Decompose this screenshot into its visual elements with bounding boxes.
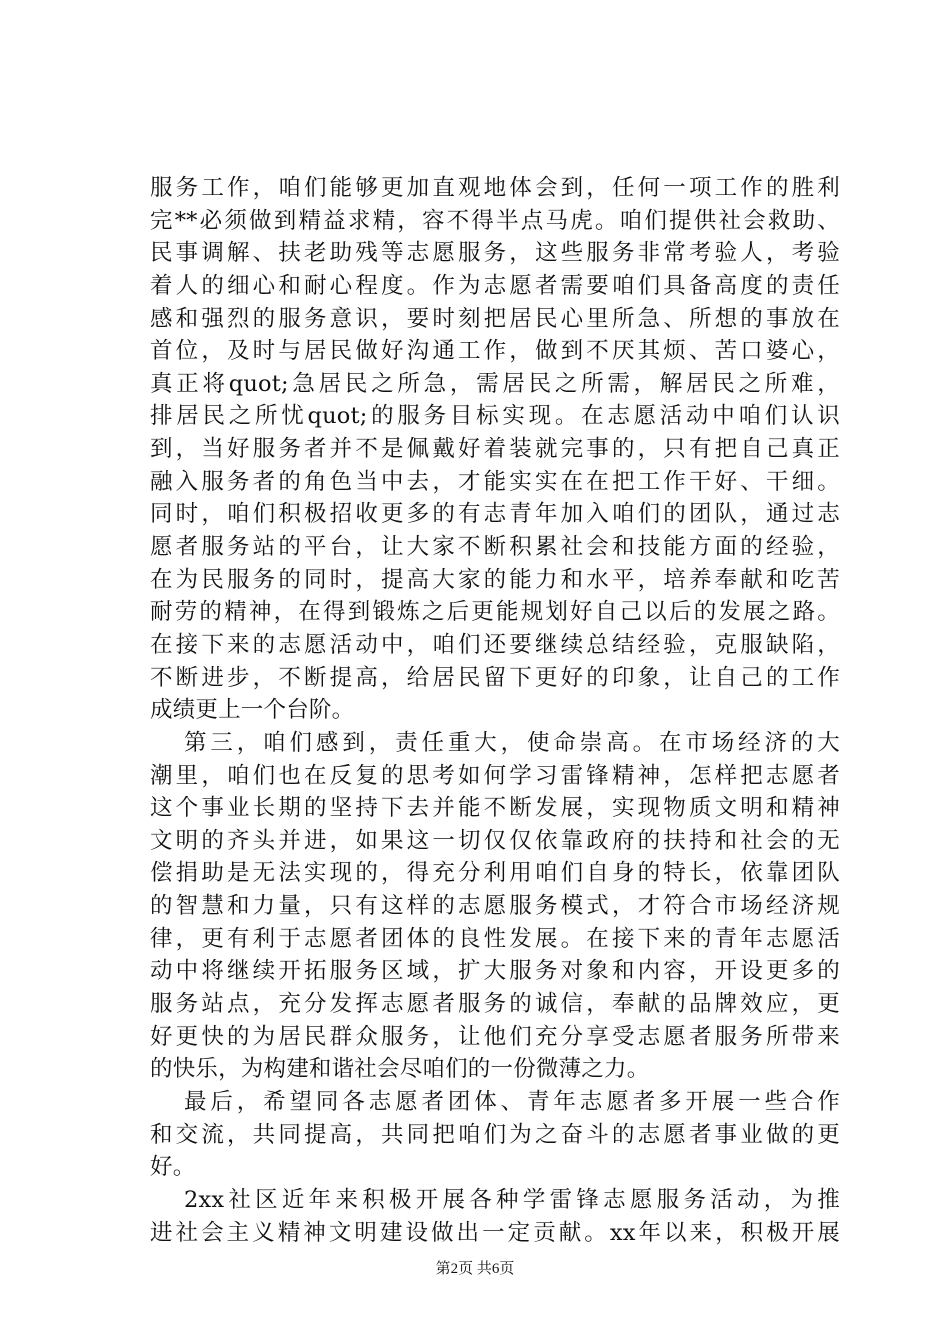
paragraph-line: 潮里，咱们也在反复的思考如何学习雷锋精神，怎样把志愿者: [150, 762, 840, 789]
paragraph-line: 在为民服务的同时，提高大家的能力和水平，培养奉献和吃苦: [150, 566, 840, 593]
paragraph-line: 真正将quot;急居民之所急，需居民之所需，解居民之所难，: [150, 370, 840, 397]
paragraph-line: 进社会主义精神文明建设做出一定贡献。xx年以来，积极开展: [150, 1219, 840, 1246]
paragraph-line: 第三，咱们感到，责任重大，使命崇高。在市场经济的大: [184, 729, 840, 756]
paragraph-line: 的智慧和力量，只有这样的志愿服务模式，才符合市场经济规: [150, 893, 840, 920]
paragraph-line: 排居民之所忧quot;的服务目标实现。在志愿活动中咱们认识: [150, 403, 840, 430]
paragraph-line: 和交流，共同提高，共同把咱们为之奋斗的志愿者事业做的更: [150, 1121, 840, 1148]
paragraph-line: 耐劳的精神，在得到锻炼之后更能规划好自己以后的发展之路。: [150, 599, 840, 626]
paragraph-line: 最后，希望同各志愿者团体、青年志愿者多开展一些合作: [184, 1088, 840, 1115]
paragraph-line: 首位，及时与居民做好沟通工作，做到不厌其烦、苦口婆心，: [150, 338, 840, 365]
paragraph-line: 在接下来的志愿活动中，咱们还要继续总结经验，克服缺陷，: [150, 631, 840, 658]
paragraph-line: 感和强烈的服务意识，要时刻把居民心里所急、所想的事放在: [150, 305, 840, 332]
paragraph-line: 服务工作，咱们能够更加直观地体会到，任何一项工作的胜利: [150, 175, 840, 201]
paragraph-line: 着人的细心和耐心程度。作为志愿者需要咱们具备高度的责任: [150, 272, 840, 299]
paragraph-line: 的快乐，为构建和谐社会尽咱们的一份微薄之力。: [150, 1056, 650, 1083]
paragraph-line: 民事调解、扶老助残等志愿服务，这些服务非常考验人，考验: [150, 240, 840, 267]
paragraph-line: 不断进步，不断提高，给居民留下更好的印象，让自己的工作: [150, 664, 840, 691]
paragraph-line: 文明的齐头并进，如果这一切仅仅依靠政府的扶持和社会的无: [150, 827, 840, 854]
page-footer: 第2页 共6页: [435, 1261, 515, 1277]
paragraph-line: 到，当好服务者并不是佩戴好着装就完事的，只有把自己真正: [150, 436, 840, 463]
paragraph-line: 动中将继续开拓服务区域，扩大服务对象和内容，开设更多的: [150, 958, 840, 985]
paragraph-line: 好更快的为居民群众服务，让他们充分享受志愿者服务所带来: [150, 1023, 840, 1050]
paragraph-line: 完**必须做到精益求精，容不得半点马虎。咱们提供社会救助、: [150, 207, 840, 234]
paragraph-line: 律，更有利于志愿者团体的良性发展。在接下来的青年志愿活: [150, 925, 840, 952]
paragraph-line: 这个事业长期的坚持下去并能不断发展，实现物质文明和精神: [150, 795, 840, 822]
document-body: [150, 172, 840, 1249]
paragraph-line: 2xx社区近年来积极开展各种学雷锋志愿服务活动，为推: [184, 1186, 840, 1213]
paragraph-line: 成绩更上一个台阶。: [150, 697, 355, 724]
paragraph-line: 同时，咱们积极招收更多的有志青年加入咱们的团队，通过志: [150, 501, 840, 528]
paragraph-line: 好。: [150, 1154, 196, 1181]
paragraph-line: 服务站点，充分发挥志愿者服务的诚信，奉献的品牌效应，更: [150, 991, 840, 1018]
paragraph-line: 偿捐助是无法实现的，得充分利用咱们自身的特长，依靠团队: [150, 860, 840, 887]
paragraph-line: 融入服务者的角色当中去，才能实实在在把工作干好、干细。: [150, 468, 840, 495]
paragraph-line: 愿者服务站的平台，让大家不断积累社会和技能方面的经验，: [150, 534, 840, 561]
